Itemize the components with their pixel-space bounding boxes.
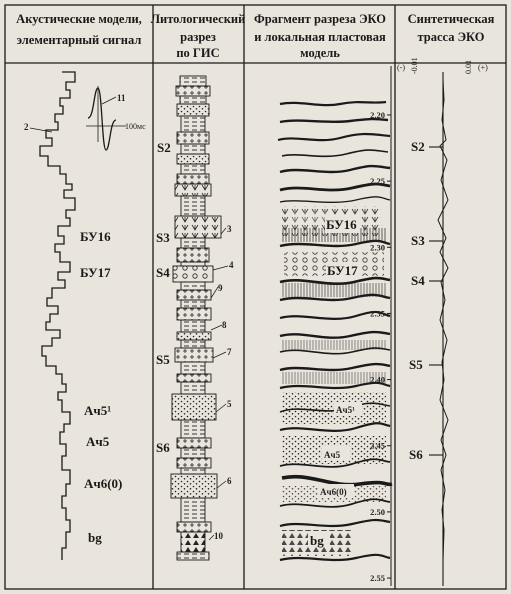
section-label-ach6: Ач6(0) xyxy=(320,487,347,497)
litho-number-9: 9 xyxy=(218,283,223,293)
litho-stratum-s3: S3 xyxy=(156,230,170,245)
time-tick-label: 2.50 xyxy=(370,506,385,517)
header-litho-line2: разрез xyxy=(180,30,216,44)
litho-number-4: 4 xyxy=(229,260,234,270)
header-trace-line1: Синтетическая xyxy=(407,12,495,26)
litho-stratum-s6: S6 xyxy=(156,440,170,455)
table-frame xyxy=(5,5,506,589)
wavelet-inset xyxy=(30,86,126,150)
litho-number-8: 8 xyxy=(222,320,227,330)
wavelet-label-2: 2 xyxy=(24,122,29,132)
acoustic-label-bu17: БУ17 xyxy=(80,265,111,280)
header-section-line1: Фрагмент разреза ЭКО xyxy=(253,12,387,26)
header-litho-line3: по ГИС xyxy=(176,46,220,60)
litho-number-6: 6 xyxy=(227,476,232,486)
litho-stratum-s4: S4 xyxy=(156,265,170,280)
trace-stratum-s3: S3 xyxy=(411,233,425,248)
polarity-left-value: -0.01 xyxy=(410,57,419,74)
time-tick-label: 2.30 xyxy=(370,242,385,253)
wavelet-label-11: 11 xyxy=(117,93,126,103)
section-label-ach5-1: Ач5¹ xyxy=(336,405,355,415)
acoustic-label-bu16: БУ16 xyxy=(80,229,111,244)
wavelet-scale: 100мс xyxy=(125,122,146,131)
trace-stratum-s6: S6 xyxy=(409,447,423,462)
header-litho-line1: Литологический xyxy=(150,12,246,26)
litho-number-7: 7 xyxy=(227,347,232,357)
lithology-column xyxy=(156,76,234,560)
trace-stratum-s4: S4 xyxy=(411,273,425,288)
time-tick-label: 2.35 xyxy=(370,308,385,319)
header-section-line3: модель xyxy=(300,46,340,60)
polarity-minus: (-) xyxy=(397,63,405,72)
acoustic-model-column xyxy=(24,72,146,560)
wavelet-signal xyxy=(88,88,116,150)
time-tick-label: 2.25 xyxy=(370,176,385,187)
section-label-bg: bg xyxy=(310,533,324,548)
time-tick-label: 2.45 xyxy=(370,440,385,451)
seismic-section-column xyxy=(278,66,392,586)
header-section-line2: и локальная пластовая xyxy=(254,30,386,44)
litho-stratum-s2: S2 xyxy=(157,140,171,155)
litho-number-5: 5 xyxy=(227,399,232,409)
column-headers xyxy=(16,12,494,74)
time-tick-label: 2.40 xyxy=(370,374,385,385)
synthetic-trace-column xyxy=(409,72,448,586)
polarity-right-value: 0.01 xyxy=(464,60,473,74)
acoustic-label-bg: bg xyxy=(88,530,102,545)
header-trace-line2: трасса ЭКО xyxy=(417,30,485,44)
acoustic-label-ach6: Ач6(0) xyxy=(84,476,123,491)
section-label-ach5: Ач5 xyxy=(324,450,341,460)
litho-stratum-s5: S5 xyxy=(156,352,170,367)
header-acoustic-line1: Акустические модели, xyxy=(16,12,142,26)
acoustic-label-ach5: Ач5 xyxy=(86,434,110,449)
acoustic-label-ach5-1: Ач5¹ xyxy=(84,403,112,418)
time-tick-label: 2.20 xyxy=(370,109,385,120)
time-axis xyxy=(370,66,391,586)
header-acoustic-line2: элементарный сигнал xyxy=(16,33,142,47)
litho-number-3: 3 xyxy=(227,224,232,234)
section-label-bu17: БУ17 xyxy=(327,263,358,278)
litho-number-10: 10 xyxy=(214,531,223,541)
section-label-bu16: БУ16 xyxy=(326,217,357,232)
time-tick-label: 2.55 xyxy=(370,573,385,584)
acoustic-impedance-curve xyxy=(40,72,75,560)
trace-stratum-s5: S5 xyxy=(409,357,423,372)
trace-stratum-s2: S2 xyxy=(411,139,425,154)
polarity-plus: (+) xyxy=(478,63,488,72)
